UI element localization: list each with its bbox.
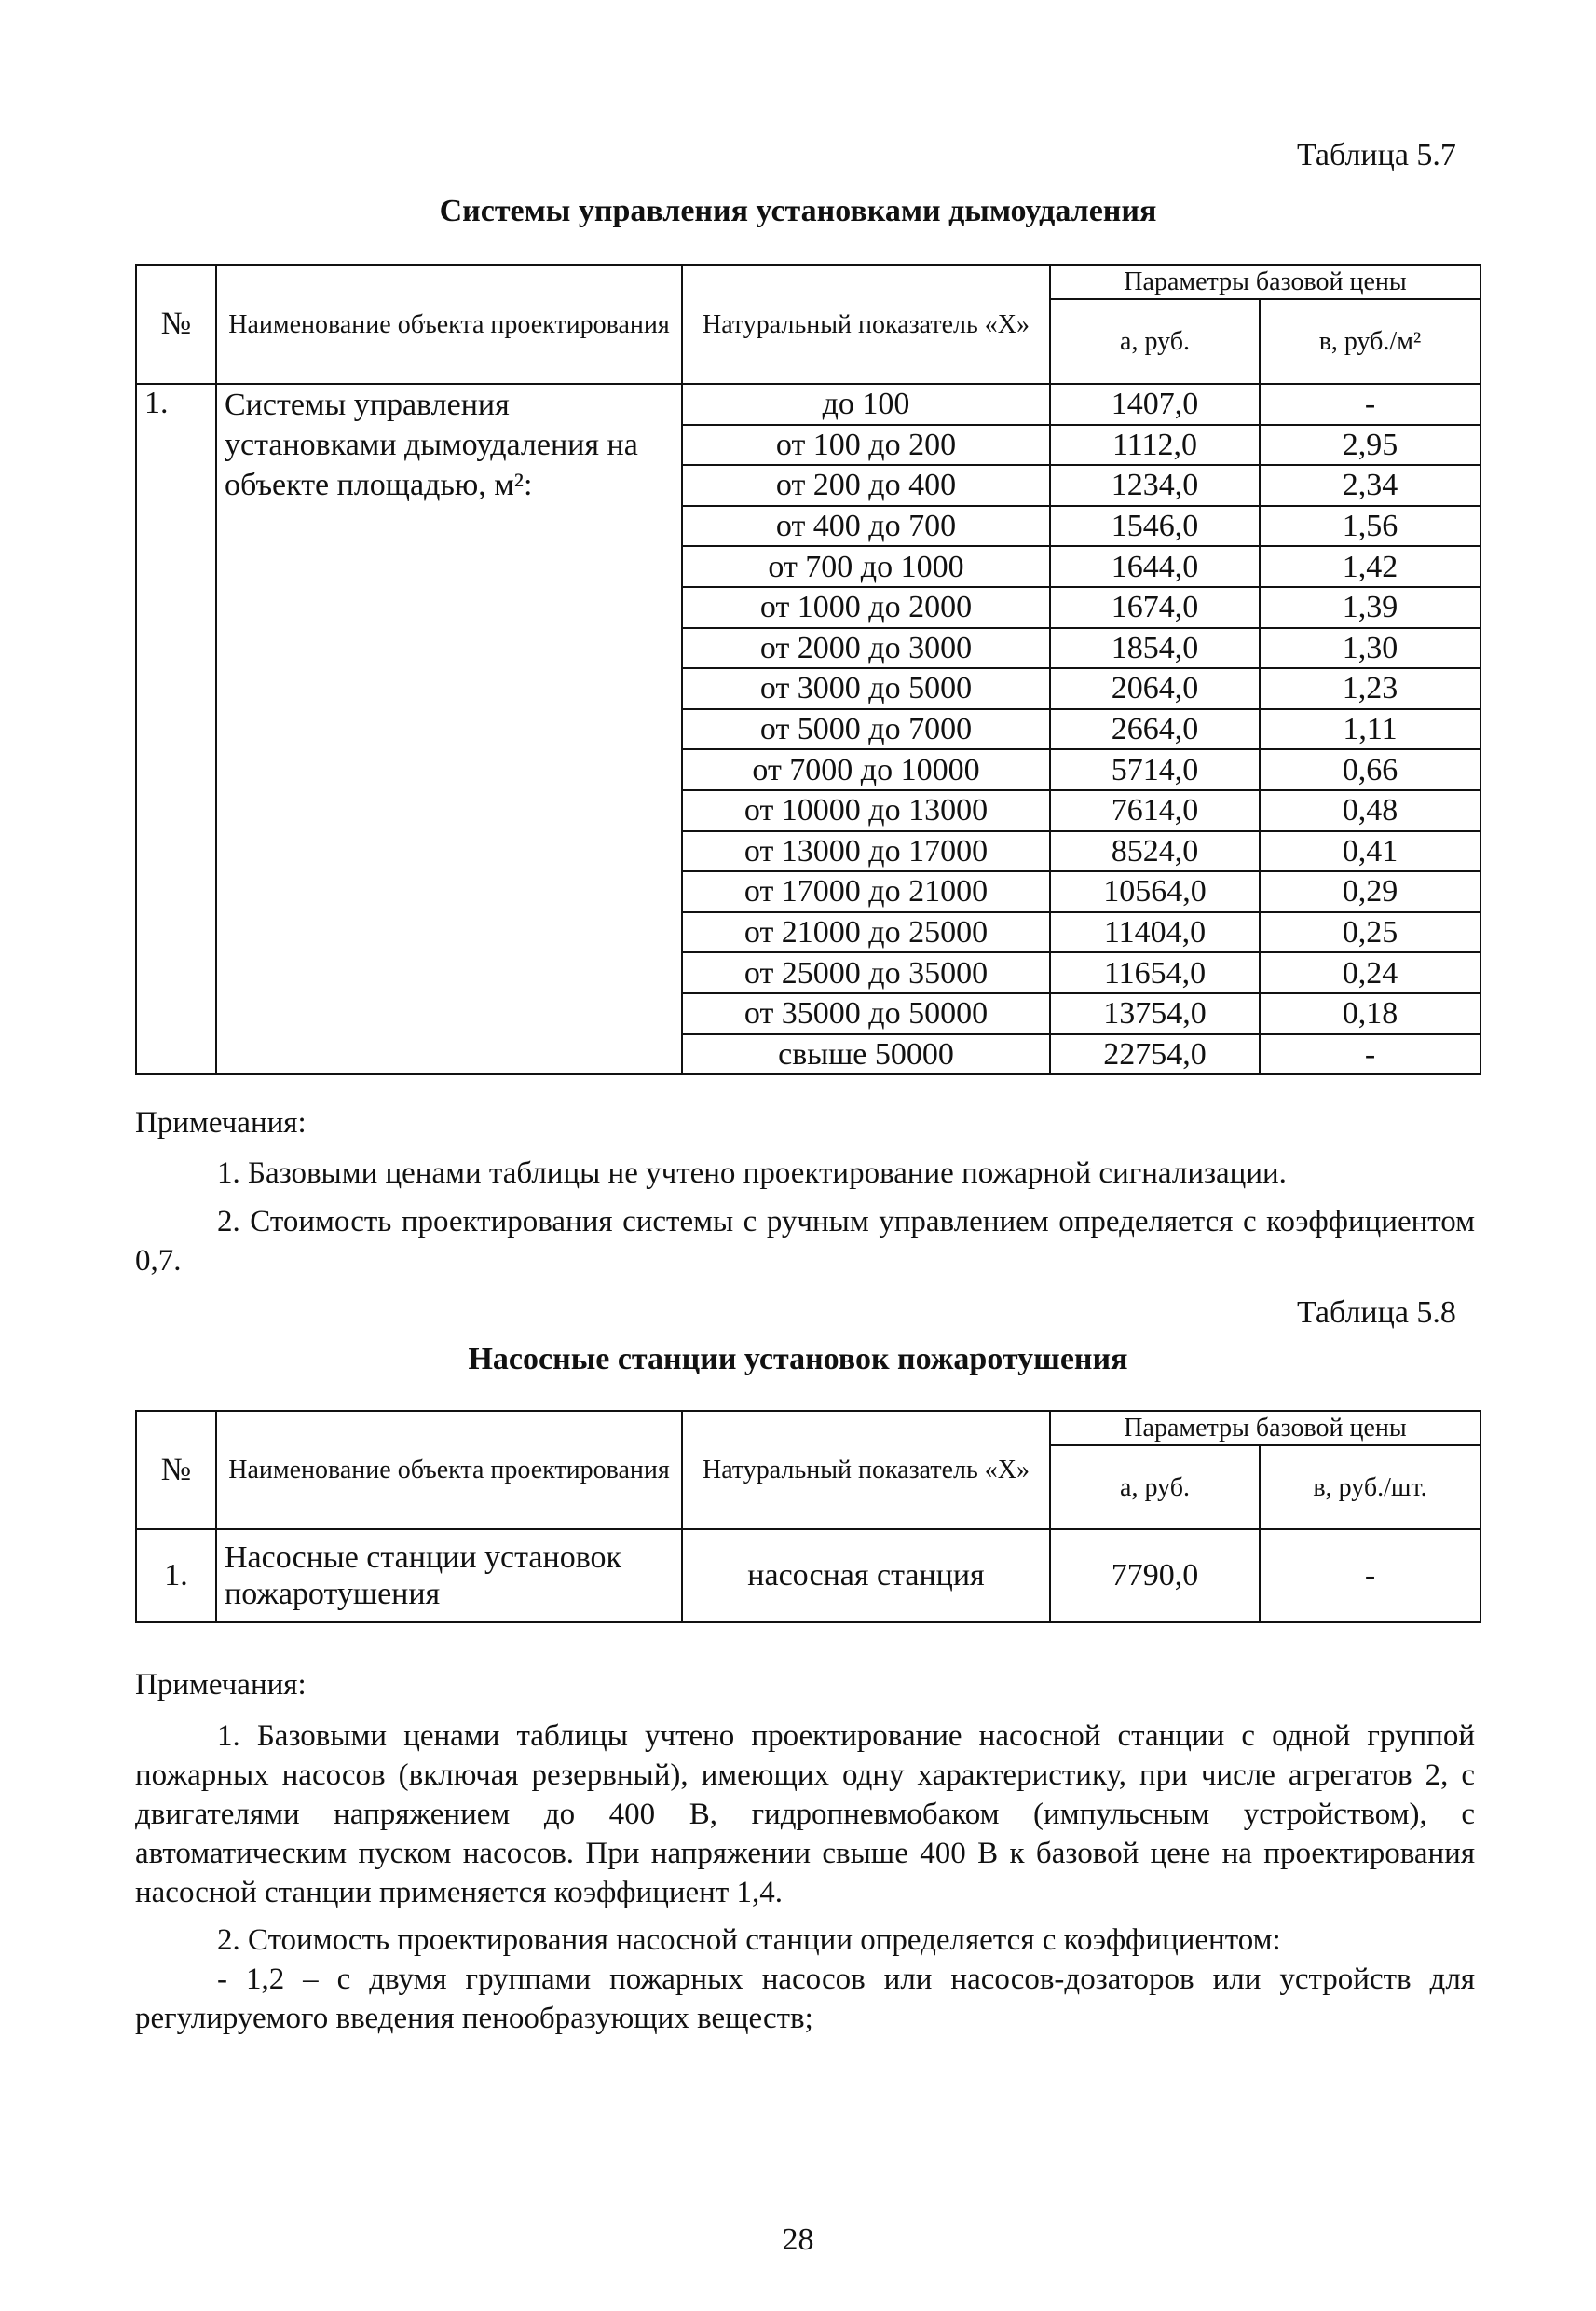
param-a-value: 5714,0 [1050, 749, 1260, 790]
param-b-value: 0,29 [1260, 871, 1480, 912]
param-a-value: 1854,0 [1050, 628, 1260, 669]
indicator-value: от 21000 до 25000 [682, 912, 1050, 953]
header-param-a: а, руб. [1050, 299, 1260, 384]
param-b-value: - [1260, 1034, 1480, 1075]
header-object-name: Наименование объекта проектирования [216, 1411, 682, 1529]
param-a-value: 2064,0 [1050, 668, 1260, 709]
object-name: Насосные станции установок пожаротушения [216, 1529, 682, 1622]
indicator-value: от 25000 до 35000 [682, 952, 1050, 993]
param-b-value: 1,11 [1260, 709, 1480, 750]
table-5-7-notes-heading: Примечания: [135, 1106, 307, 1140]
indicator-value: от 700 до 1000 [682, 546, 1050, 587]
param-b-value: 2,34 [1260, 465, 1480, 506]
table-5-7-label: Таблица 5.7 [1297, 138, 1456, 172]
header-base-price-params: Параметры базовой цены [1050, 265, 1480, 299]
param-a-value: 1546,0 [1050, 506, 1260, 547]
param-b-value: 0,41 [1260, 831, 1480, 872]
indicator-value: от 2000 до 3000 [682, 628, 1050, 669]
table-row [136, 384, 1480, 425]
table-5-7 [135, 264, 1481, 1075]
param-b-value: - [1260, 1529, 1480, 1622]
indicator-value: от 100 до 200 [682, 425, 1050, 466]
table-5-8-title: Насосные станции установок пожаротушения [468, 1342, 1128, 1376]
indicator-value: от 3000 до 5000 [682, 668, 1050, 709]
param-a-value: 1674,0 [1050, 587, 1260, 628]
param-b-value: 0,25 [1260, 912, 1480, 953]
indicator-value: свыше 50000 [682, 1034, 1050, 1075]
table-5-8-note-2-item: - 1,2 – с двумя группами пожарных насосов или насосов-дозаторов или устройств для регулируемого введения пенообразующих веществ; [135, 1962, 1475, 2035]
header-param-a: а, руб. [1050, 1445, 1260, 1529]
param-b-value: 1,39 [1260, 587, 1480, 628]
table-5-8-notes-heading: Примечания: [135, 1668, 307, 1702]
param-b-value: 1,56 [1260, 506, 1480, 547]
table-5-8-label: Таблица 5.8 [1297, 1295, 1456, 1330]
indicator-value: от 5000 до 7000 [682, 709, 1050, 750]
param-a-value: 10564,0 [1050, 871, 1260, 912]
table-5-8-note-1: 1. Базовыми ценами таблицы учтено проектирование насосной станции с одной группой пожарных насосов (включая резервный), имеющих одну характеристику, при числе агрегатов 2, с двигателями напряжением до 400 В, гидропневмобаком (импульсным устройством), с автоматическим пуском насосов. При напряжении свыше 400 В к базовой цене на проектирования насосной станции применяется коэффициент 1,4. [135, 1719, 1475, 1909]
indicator-value: насосная станция [682, 1529, 1050, 1622]
param-a-value: 11404,0 [1050, 912, 1260, 953]
table-5-8 [135, 1410, 1481, 1623]
param-b-value: 1,23 [1260, 668, 1480, 709]
indicator-value: от 400 до 700 [682, 506, 1050, 547]
indicator-value: от 7000 до 10000 [682, 749, 1050, 790]
param-a-value: 11654,0 [1050, 952, 1260, 993]
param-a-value: 2664,0 [1050, 709, 1260, 750]
header-object-name: Наименование объекта проектирования [216, 265, 682, 384]
param-a-value: 8524,0 [1050, 831, 1260, 872]
param-b-value: 0,18 [1260, 993, 1480, 1034]
param-b-value: 2,95 [1260, 425, 1480, 466]
header-param-b: в, руб./м² [1260, 299, 1480, 384]
table-5-7-note-2: 2. Стоимость проектирования системы с ручным управлением определяется с коэффициентом 0,7. [135, 1205, 1475, 1278]
param-a-value: 7614,0 [1050, 790, 1260, 831]
param-a-value: 1234,0 [1050, 465, 1260, 506]
indicator-value: от 10000 до 13000 [682, 790, 1050, 831]
row-num: 1. [136, 1529, 216, 1622]
param-b-value: 0,66 [1260, 749, 1480, 790]
header-num: № [136, 1411, 216, 1529]
param-b-value: 1,42 [1260, 546, 1480, 587]
object-name: Системы управления установками дымоудаления на объекте площадью, м²: [216, 384, 682, 1074]
param-a-value: 1112,0 [1050, 425, 1260, 466]
indicator-value: от 17000 до 21000 [682, 871, 1050, 912]
param-b-value: - [1260, 384, 1480, 425]
header-indicator: Натуральный показатель «Х» [682, 1411, 1050, 1529]
param-a-value: 13754,0 [1050, 993, 1260, 1034]
header-param-b: в, руб./шт. [1260, 1445, 1480, 1529]
param-a-value: 1644,0 [1050, 546, 1260, 587]
param-a-value: 1407,0 [1050, 384, 1260, 425]
param-b-value: 0,48 [1260, 790, 1480, 831]
header-num: № [136, 265, 216, 384]
table-5-7-title: Системы управления установками дымоудаления [439, 194, 1157, 228]
table-5-7-note-1: 1. Базовыми ценами таблицы не учтено проектирование пожарной сигнализации. [217, 1156, 1287, 1190]
page-number: 28 [782, 2222, 814, 2257]
indicator-value: до 100 [682, 384, 1050, 425]
indicator-value: от 200 до 400 [682, 465, 1050, 506]
row-num: 1. [136, 384, 216, 1074]
param-b-value: 0,24 [1260, 952, 1480, 993]
indicator-value: от 13000 до 17000 [682, 831, 1050, 872]
param-b-value: 1,30 [1260, 628, 1480, 669]
param-a-value: 22754,0 [1050, 1034, 1260, 1075]
indicator-value: от 35000 до 50000 [682, 993, 1050, 1034]
header-base-price-params: Параметры базовой цены [1050, 1411, 1480, 1445]
indicator-value: от 1000 до 2000 [682, 587, 1050, 628]
param-a-value: 7790,0 [1050, 1529, 1260, 1622]
header-indicator: Натуральный показатель «Х» [682, 265, 1050, 384]
table-5-8-note-2: 2. Стоимость проектирования насосной станции определяется с коэффициентом: [217, 1923, 1281, 1957]
